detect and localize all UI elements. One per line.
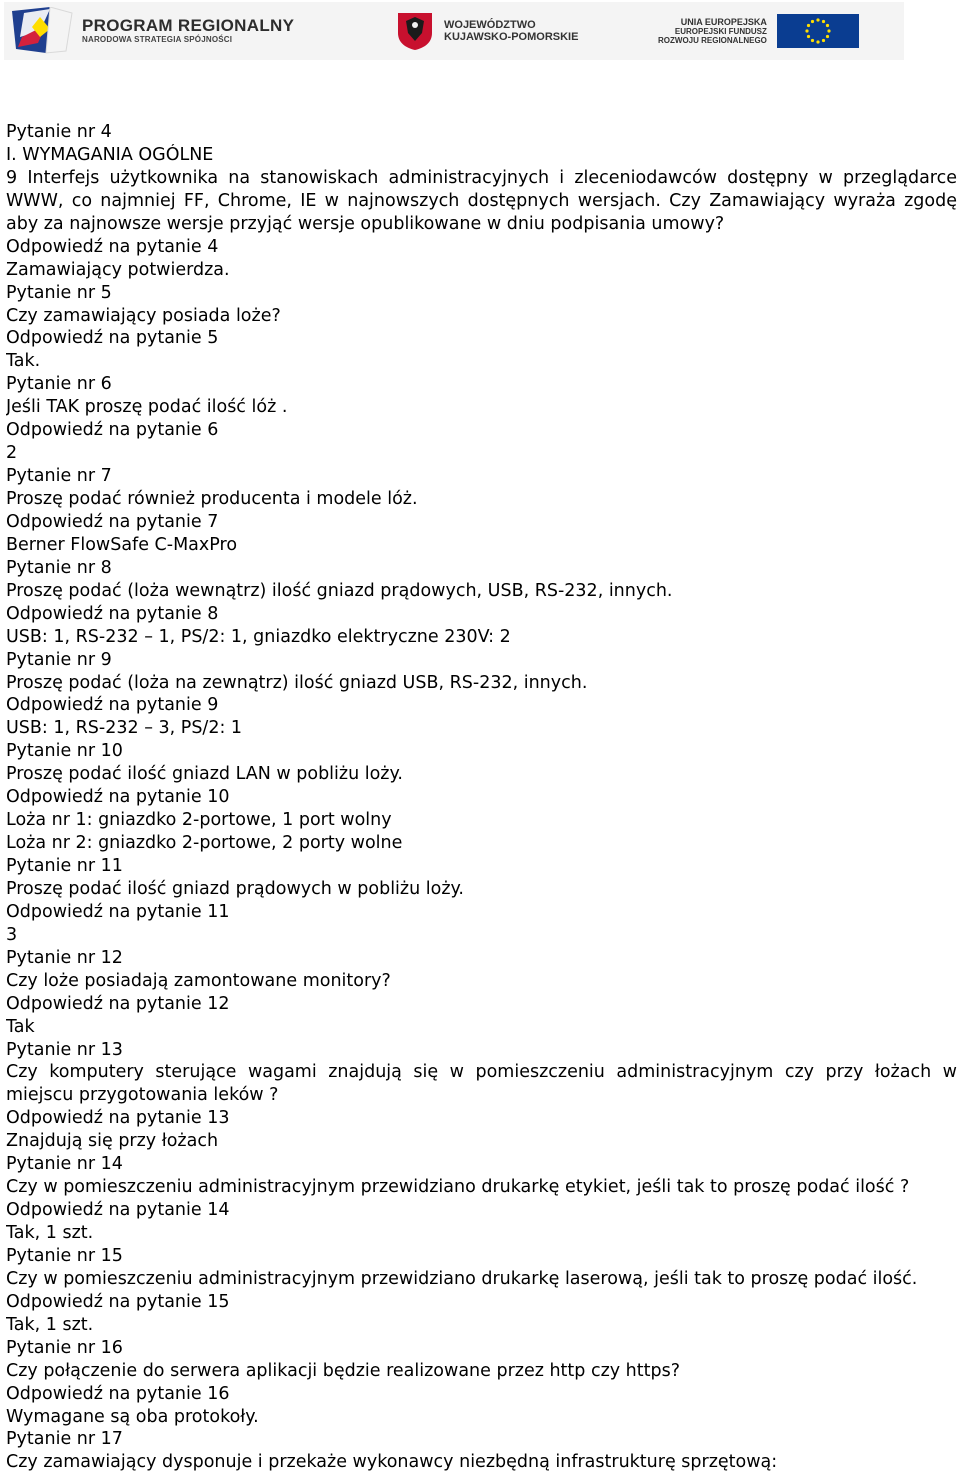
text-line: Pytanie nr 15 bbox=[6, 1245, 123, 1266]
text-line: Proszę podać (loża wewnątrz) ilość gniazd prądowych, USB, RS-232, innych. bbox=[6, 580, 673, 601]
text-line: Odpowiedź na pytanie 15 bbox=[6, 1291, 230, 1312]
text-line: Loża nr 1: gniazdko 2-portowe, 1 port wolny bbox=[6, 810, 392, 831]
text-line: Odpowiedź na pytanie 7 bbox=[6, 511, 219, 532]
eu-flag-icon bbox=[777, 14, 859, 48]
text-line: Czy w pomieszczeniu administracyjnym przewidziano drukarkę etykiet, jeśli tak to proszę podać ilość ? bbox=[6, 1177, 910, 1198]
text-line: Odpowiedź na pytanie 5 bbox=[6, 328, 219, 349]
text-line: Odpowiedź na pytanie 10 bbox=[6, 787, 230, 808]
text-line: Tak, 1 szt. bbox=[6, 1314, 94, 1335]
text-line: Tak bbox=[6, 1016, 35, 1037]
text-line: Pytanie nr 8 bbox=[6, 557, 112, 578]
text-line: 3 bbox=[6, 924, 18, 945]
text-line: Czy połączenie do serwera aplikacji będzie realizowane przez http czy https? bbox=[6, 1360, 681, 1381]
text-line: 9 Interfejs użytkownika na stanowiskach administracyjnych i zleceniodawców dostępny w przeglądarce bbox=[6, 167, 957, 188]
text-line: Loża nr 2: gniazdko 2-portowe, 2 porty wolne bbox=[6, 833, 403, 854]
text-line: Pytanie nr 12 bbox=[6, 947, 123, 968]
text-line: Pytanie nr 9 bbox=[6, 649, 112, 670]
text-line: WWW, co najmniej FF, Chrome, IE w najnowszych dostępnych wersjach. Czy Zamawiający wyraża zgodę bbox=[6, 190, 957, 211]
text-line: Proszę podać ilość gniazd prądowych w pobliżu loży. bbox=[6, 878, 464, 899]
text-line: Tak. bbox=[6, 351, 41, 372]
text-line: Czy komputery sterujące wagami znajdują się w pomieszczeniu administracyjnym czy przy łożach w bbox=[6, 1062, 957, 1083]
text-line: Czy zamawiający posiada loże? bbox=[6, 305, 281, 326]
text-line: Pytanie nr 5 bbox=[6, 282, 112, 303]
text-line: I. WYMAGANIA OGÓLNE bbox=[6, 144, 214, 165]
text-line: Proszę podać ilość gniazd LAN w pobliżu loży. bbox=[6, 764, 403, 785]
text-line: Proszę podać (loża na zewnątrz) ilość gniazd USB, RS-232, innych. bbox=[6, 672, 588, 693]
text-line: Znajdują się przy łożach bbox=[6, 1131, 219, 1152]
text-line: Pytanie nr 10 bbox=[6, 741, 123, 762]
text-line: 2 bbox=[6, 443, 18, 464]
document-body bbox=[6, 121, 957, 1474]
text-line: Pytanie nr 4 bbox=[6, 122, 112, 142]
text-line: Odpowiedź na pytanie 4 bbox=[6, 236, 219, 257]
text-line: Odpowiedź na pytanie 16 bbox=[6, 1383, 230, 1404]
text-line: Odpowiedź na pytanie 8 bbox=[6, 603, 219, 624]
text-line: Odpowiedź na pytanie 13 bbox=[6, 1108, 230, 1129]
text-line: Odpowiedź na pytanie 14 bbox=[6, 1200, 230, 1221]
voivodeship-line-1: WOJEWÓDZTWO bbox=[444, 19, 536, 31]
program-regionalny-logo bbox=[4, 2, 356, 60]
text-line: Pytanie nr 13 bbox=[6, 1039, 123, 1060]
text-line: aby za najnowsze wersje przyjąć wersje opublikowane w dniu podpisania umowy? bbox=[6, 213, 725, 234]
eu-logo bbox=[654, 2, 859, 60]
text-line: Czy loże posiadają zamontowane monitory? bbox=[6, 970, 391, 991]
text-line: Pytanie nr 6 bbox=[6, 374, 112, 395]
text-line: Wymagane są oba protokoły. bbox=[6, 1406, 259, 1427]
text-line: Czy w pomieszczeniu administracyjnym przewidziano drukarkę laserową, jeśli tak to proszę podać ilość. bbox=[6, 1268, 918, 1289]
text-line: miejscu przygotowania leków ? bbox=[6, 1085, 279, 1106]
text-line: Berner FlowSafe C-MaxPro bbox=[6, 534, 238, 555]
voivodeship-line-2: KUJAWSKO-POMORSKIE bbox=[444, 31, 579, 43]
text-line: Pytanie nr 14 bbox=[6, 1154, 123, 1175]
text-line: Pytanie nr 16 bbox=[6, 1337, 123, 1358]
text-line: USB: 1, RS-232 – 3, PS/2: 1 bbox=[6, 718, 243, 739]
program-subtitle: NARODOWA STRATEGIA SPÓJNOŚCI bbox=[82, 35, 233, 44]
eu-line-3: ROZWOJU REGIONALNEGO bbox=[658, 36, 767, 45]
text-line: Zamawiający potwierdza. bbox=[6, 259, 230, 280]
eu-line-1: UNIA EUROPEJSKA bbox=[680, 17, 767, 27]
header-logos bbox=[4, 2, 904, 60]
text-line: Pytanie nr 7 bbox=[6, 466, 112, 487]
text-line: Odpowiedź na pytanie 11 bbox=[6, 901, 230, 922]
voivodeship-logo bbox=[356, 2, 654, 60]
eu-line-2: EUROPEJSKI FUNDUSZ bbox=[674, 27, 767, 36]
crest-icon bbox=[396, 11, 434, 51]
text-line: Pytanie nr 17 bbox=[6, 1429, 123, 1450]
text-line: Czy zamawiający dysponuje i przekaże wykonawcy niezbędną infrastrukturę sprzętową: bbox=[6, 1452, 778, 1473]
text-line: Odpowiedź na pytanie 9 bbox=[6, 695, 219, 716]
text-line: Jeśli TAK proszę podać ilość lóż . bbox=[6, 397, 288, 418]
text-line: Tak, 1 szt. bbox=[6, 1223, 94, 1243]
program-flag-icon bbox=[10, 7, 74, 55]
program-title: PROGRAM REGIONALNY bbox=[82, 16, 295, 35]
text-line: Pytanie nr 11 bbox=[6, 856, 123, 876]
text-line: Odpowiedź na pytanie 12 bbox=[6, 993, 230, 1014]
text-line: Odpowiedź na pytanie 6 bbox=[6, 420, 219, 441]
text-line: USB: 1, RS-232 – 1, PS/2: 1, gniazdko elektryczne 230V: 2 bbox=[6, 626, 511, 647]
text-line: Proszę podać również producenta i modele lóż. bbox=[6, 489, 418, 509]
